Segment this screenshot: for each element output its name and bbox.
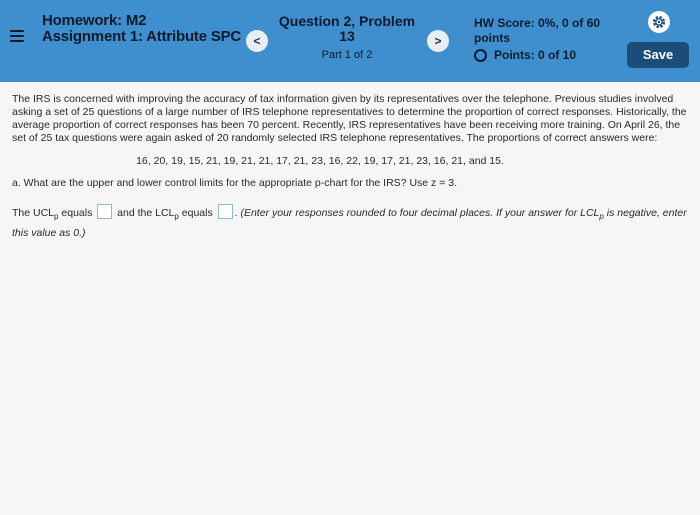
ucl-input[interactable]: [97, 204, 112, 219]
ucl-subscript: p: [54, 212, 59, 221]
instruction-start: (Enter your responses rounded to four decimal places. If your answer for LCL: [240, 207, 600, 219]
previous-question-button[interactable]: [246, 30, 268, 52]
assignment-title: [42, 13, 242, 45]
question-title: Question 2, Problem 13: [278, 13, 416, 44]
question-part: Part 1 of 2: [321, 49, 373, 61]
menu-icon[interactable]: [10, 30, 24, 42]
points-value: Points: 0 of 10: [494, 48, 577, 62]
instruction-end: is negative, enter this value as 0.): [12, 207, 687, 239]
radio-circle-icon: [474, 49, 487, 62]
ucl-equals: equals: [58, 207, 93, 219]
lcl-equals: equals: [178, 207, 213, 219]
data-values: 16, 20, 19, 15, 21, 19, 21, 21, 17, 21, 23, 16, 22, 19, 17, 21, 23, 16, 21, and 15.: [136, 155, 504, 167]
settings-button[interactable]: [648, 11, 670, 33]
next-question-button[interactable]: [427, 30, 449, 52]
save-button[interactable]: Save: [627, 42, 689, 68]
chevron-right-icon: >: [434, 34, 442, 48]
part-a-question: a. What are the upper and lower control limits for the appropriate p-chart for the IRS? Use z = 3.: [12, 177, 458, 189]
instruction-text: [12, 207, 687, 239]
homework-code: M2: [125, 12, 147, 29]
lcl-subscript: p: [174, 212, 179, 221]
lcl-label: and the LCL: [117, 207, 175, 219]
ucl-label: The UCL: [12, 207, 55, 219]
instruction-subscript: p: [599, 212, 604, 221]
gear-icon: [651, 14, 667, 30]
problem-intro: The IRS is concerned with improving the accuracy of tax information given by its representatives over the telephone. Previous studies involved asking a set of 25 questions of a large number of IRS telephone representatives to determine the proportion of correct responses. Historically, the average proportion of correct responses has been 70 percent. Recently, IRS representatives have been receiving more training. On April 26, the set of 25 tax questions were again asked of 20 randomly selected IRS telephone representatives. The proportions of correct answers were:: [12, 93, 687, 144]
hw-score: HW Score: 0%, 0 of 60 points: [474, 16, 601, 45]
score-info: [474, 16, 609, 63]
answer-line: The $UCL_p$ equals and the $LCL_p$ equals . (Enter your responses rounded to four decimal places. If your answer for $LCL_p$ is negative, enter this value as 0.): [12, 204, 688, 242]
points-line: [474, 48, 609, 63]
chevron-left-icon: <: [253, 34, 261, 48]
header-bar: [0, 0, 700, 82]
assignment-name: Assignment 1: Attribute SPC: [42, 28, 242, 45]
homework-label: Homework:: [42, 12, 122, 29]
question-info: [272, 14, 422, 61]
problem-content: [12, 93, 688, 242]
lcl-input[interactable]: [218, 204, 233, 219]
